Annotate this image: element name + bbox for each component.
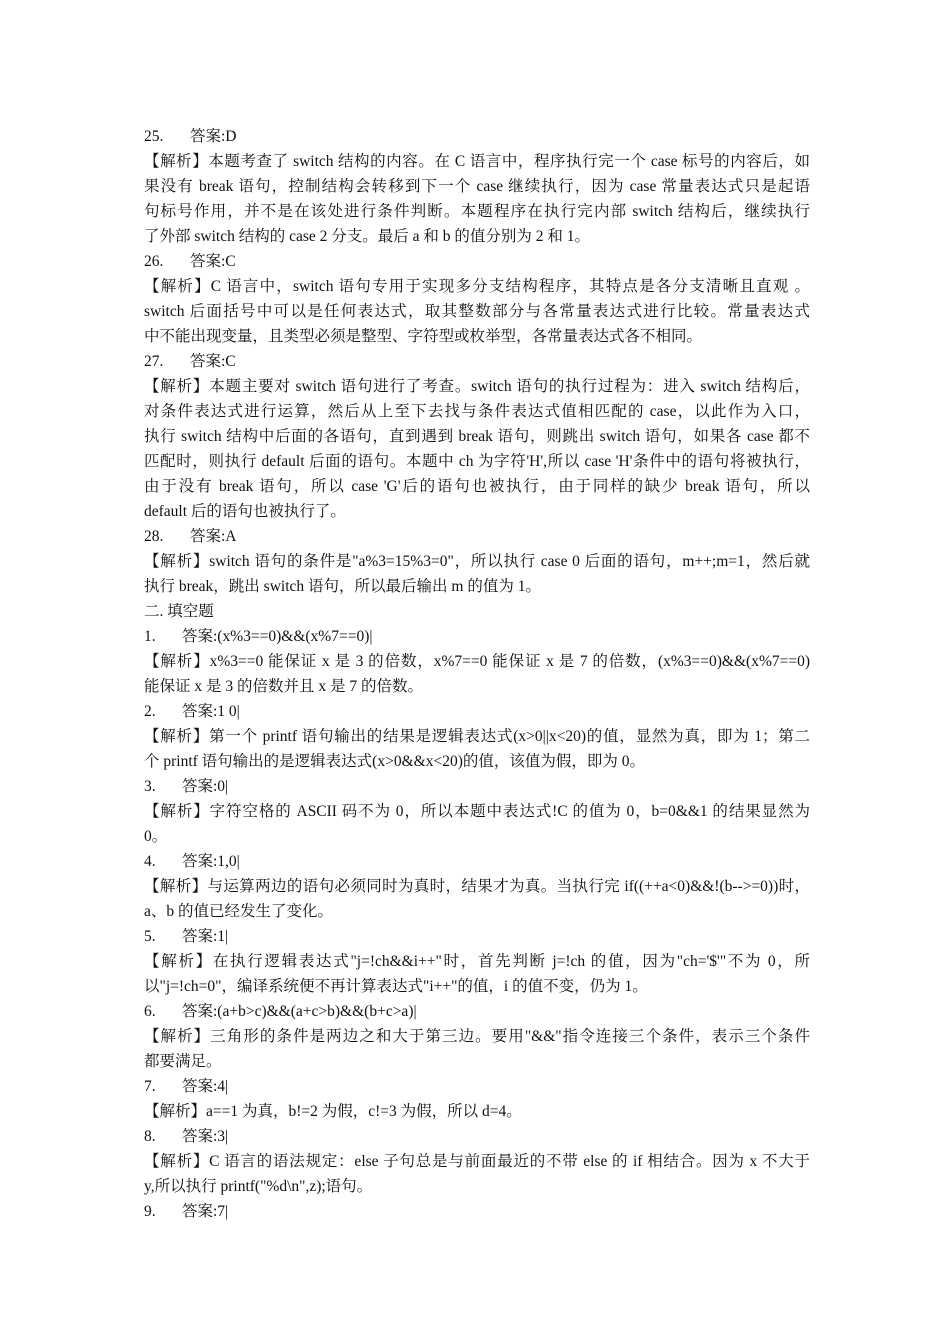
answer-text: 答案:3| — [182, 1128, 229, 1145]
question-number: 26. — [144, 253, 164, 270]
explanation-line: 匹配时，则执行 default 后面的语句。本题中 ch 为字符'H',所以 case 'H'条件中的语句将被执行， — [144, 453, 810, 470]
answer-line — [144, 999, 810, 1024]
text-line: 执行 break，跳出 switch 语句，所以最后输出 m 的值为 1。 — [144, 578, 541, 595]
answer-line — [144, 1199, 810, 1224]
explanation-line: 句标号作用，并不是在该处进行条件判断。本题程序在执行完内部 switch 结构后，继续执行 — [144, 203, 810, 220]
question-number: 27. — [144, 353, 164, 370]
answer-line — [144, 249, 810, 274]
answer-text: 答案:7| — [182, 1203, 229, 1220]
text-line: 都要满足。 — [144, 1053, 222, 1070]
answer-text: 答案:A — [190, 528, 237, 545]
text-line: 二. 填空题 — [144, 603, 214, 620]
answer-text: 答案:C — [190, 253, 236, 270]
text-line: 【解析】a==1 为真，b!=2 为假，c!=3 为假，所以 d=4。 — [144, 1103, 522, 1120]
question-number: 1. — [144, 628, 156, 645]
answer-line — [144, 524, 810, 549]
text-line: 个 printf 语句输出的是逻辑表达式(x>0&&x<20)的值，该值为假，即为 0。 — [144, 753, 645, 770]
answer-line — [144, 849, 810, 874]
answer-text: 答案:1 0| — [182, 703, 240, 720]
question-number: 7. — [144, 1078, 156, 1095]
text-line: 以"j=!ch=0"，编译系统便不再计算表达式"i++"的值，i 的值不变，仍为 1。 — [144, 978, 648, 995]
document-page — [144, 124, 810, 1224]
explanation-line: switch 后面括号中可以是任何表达式，取其整数部分与各常量表达式进行比较。常量表达式 — [144, 303, 810, 320]
answer-line — [144, 1074, 810, 1099]
text-line: 了外部 switch 结构的 case 2 分支。最后 a 和 b 的值分别为 2 和 1。 — [144, 228, 591, 245]
explanation-line: 果没有 break 语句，控制结构会转移到下一个 case 继续执行，因为 case 常量表达式只是起语 — [144, 178, 810, 195]
answer-text: 答案:1,0| — [182, 853, 240, 870]
question-number: 2. — [144, 703, 156, 720]
text-line: 能保证 x 是 3 的倍数并且 x 是 7 的倍数。 — [144, 678, 424, 695]
question-number: 8. — [144, 1128, 156, 1145]
explanation-line: 【解析】C 语言中，switch 语句专用于实现多分支结构程序，其特点是各分支清晰且直观 。 — [144, 278, 810, 295]
explanation-line: 【解析】本题主要对 switch 语句进行了考查。switch 语句的执行过程为：进入 switch 结构后， — [144, 378, 810, 395]
explanation-line: 【解析】第一个 printf 语句输出的结果是逻辑表达式(x>0||x<20)的值，显然为真，即为 1；第二 — [144, 728, 810, 745]
answer-text: 答案:(x%3==0)&&(x%7==0)| — [182, 628, 373, 645]
answer-line — [144, 124, 810, 149]
question-number: 9. — [144, 1203, 156, 1220]
answer-text: 答案:(a+b>c)&&(a+c>b)&&(b+c>a)| — [182, 1003, 417, 1020]
question-number: 6. — [144, 1003, 156, 1020]
explanation-line: 【解析】三角形的条件是两边之和大于第三边。要用"&&"指令连接三个条件，表示三个条件 — [144, 1028, 810, 1045]
answer-line — [144, 924, 810, 949]
answer-line — [144, 624, 810, 649]
explanation-line: 执行 switch 结构中后面的各语句，直到遇到 break 语句，则跳出 switch 语句，如果各 case 都不 — [144, 428, 810, 445]
answer-text: 答案:4| — [182, 1078, 229, 1095]
question-number: 28. — [144, 528, 164, 545]
answer-text: 答案:D — [190, 128, 237, 145]
answer-text: 答案:0| — [182, 778, 229, 795]
question-number: 4. — [144, 853, 156, 870]
answer-text: 答案:C — [190, 353, 236, 370]
explanation-line: 【解析】在执行逻辑表达式"j=!ch&&i++"时，首先判断 j=!ch 的值，因为"ch='$'"不为 0，所 — [144, 953, 810, 970]
explanation-line: 【解析】x%3==0 能保证 x 是 3 的倍数，x%7==0 能保证 x 是 7 的倍数，(x%3==0)&&(x%7==0) — [144, 653, 810, 670]
explanation-line: 【解析】switch 语句的条件是"a%3=15%3=0"，所以执行 case 0 后面的语句，m++;m=1，然后就 — [144, 553, 810, 570]
answer-text: 答案:1| — [182, 928, 229, 945]
text-line: y,所以执行 printf("%d\n",z);语句。 — [144, 1178, 373, 1195]
explanation-line: 【解析】字符空格的 ASCII 码不为 0，所以本题中表达式!C 的值为 0，b=0&&1 的结果显然为 — [144, 803, 810, 820]
answer-line — [144, 774, 810, 799]
text-line: a、b 的值已经发生了变化。 — [144, 903, 334, 920]
explanation-line: 对条件表达式进行运算，然后从上至下去找与条件表达式值相匹配的 case，以此作为入口， — [144, 403, 810, 420]
explanation-line: 由于没有 break 语句，所以 case 'G'后的语句也被执行，由于同样的缺少 break 语句，所以 — [144, 478, 810, 495]
answer-line — [144, 699, 810, 724]
text-line: 中不能出现变量，且类型必须是整型、字符型或枚举型，各常量表达式各不相同。 — [144, 328, 703, 345]
explanation-line: 【解析】本题考查了 switch 结构的内容。在 C 语言中，程序执行完一个 case 标号的内容后，如 — [144, 153, 810, 170]
question-number: 25. — [144, 128, 164, 145]
text-line: default 后的语句也被执行了。 — [144, 503, 346, 520]
question-number: 5. — [144, 928, 156, 945]
explanation-line: 【解析】与运算两边的语句必须同时为真时，结果才为真。当执行完 if((++a<0)&&!(b-->=0))时， — [144, 878, 810, 895]
answer-line — [144, 349, 810, 374]
question-number: 3. — [144, 778, 156, 795]
explanation-line: 【解析】C 语言的语法规定：else 子句总是与前面最近的不带 else 的 if 相结合。因为 x 不大于 — [144, 1153, 810, 1170]
text-line: 0。 — [144, 828, 168, 845]
answer-line — [144, 1124, 810, 1149]
